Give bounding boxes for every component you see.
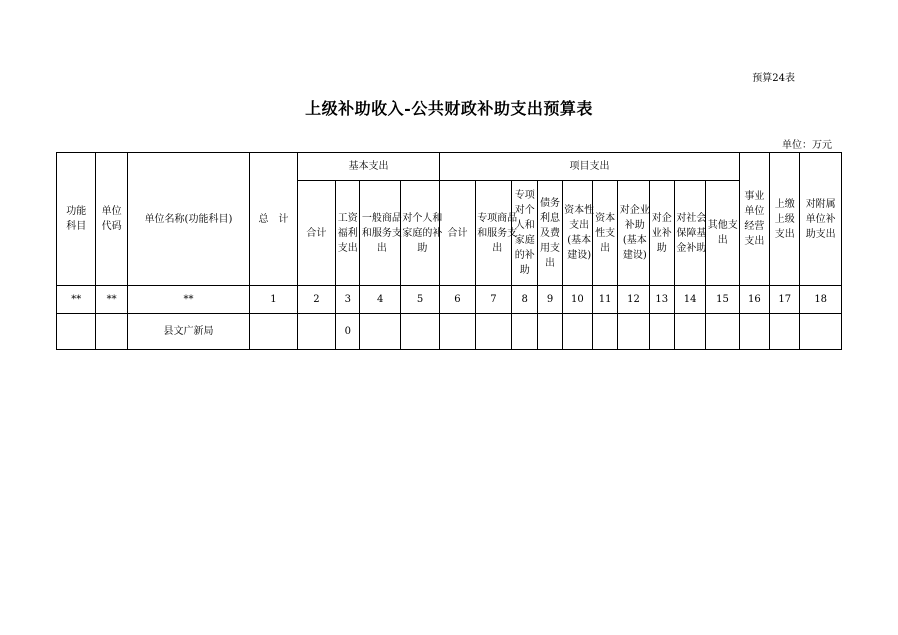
index-cell: ** [57,286,96,314]
index-cell: 13 [649,286,674,314]
header-func-subject: 功能科目 [57,153,96,286]
header-basic: 基本支出 [297,153,440,181]
header-social-security: 对社会保障基金补助 [674,181,705,286]
index-cell: 5 [400,286,439,314]
cell-special-goods [475,314,511,350]
header-salary: 工资福利支出 [336,181,360,286]
cell-unit-code [96,314,127,350]
header-goods-services: 一般商品和服务支出 [360,181,400,286]
table-row [57,314,842,350]
index-cell: 18 [800,286,842,314]
cell-unit-name: 县文广新局 [127,314,249,350]
header-basic-total: 合计 [297,181,335,286]
cell-goods-services [360,314,400,350]
index-cell: 1 [250,286,298,314]
header-unit-name: 单位名称(功能科目) [127,153,249,286]
index-cell: 4 [360,286,400,314]
index-cell: 15 [706,286,739,314]
header-other: 其他支出 [706,181,739,286]
index-cell: 2 [297,286,335,314]
header-special-personal: 专项对个人和家庭的补助 [512,181,538,286]
page-title: 上级补助收入-公共财政补助支出预算表 [305,99,593,118]
header-unit-code: 单位代码 [96,153,127,286]
cell-other [706,314,739,350]
header-project-total: 合计 [440,181,475,286]
index-cell: ** [96,286,127,314]
header-debt-interest: 债务利息及费用支出 [538,181,562,286]
table-number: 预算24表 [752,73,795,84]
budget-table [56,152,842,350]
index-cell: ** [127,286,249,314]
cell-biz-ops [739,314,769,350]
cell-debt-interest [538,314,562,350]
cell-enterprise [649,314,674,350]
cell-special-personal [512,314,538,350]
cell-capital [593,314,618,350]
header-personal-aid: 对个人和家庭的补助 [400,181,439,286]
header-biz-ops: 事业单位经营支出 [739,153,769,286]
index-cell: 14 [674,286,705,314]
index-row [57,286,842,314]
index-cell: 3 [336,286,360,314]
index-cell: 8 [512,286,538,314]
cell-enterprise-infra [618,314,649,350]
cell-project-total [440,314,475,350]
index-cell: 6 [440,286,475,314]
index-cell: 17 [770,286,800,314]
index-cell: 10 [562,286,592,314]
index-cell: 7 [475,286,511,314]
index-cell: 12 [618,286,649,314]
header-enterprise-infra: 对企业补助(基本建设) [618,181,649,286]
header-affiliated: 对附属单位补助支出 [800,153,842,286]
cell-func-subject [57,314,96,350]
index-cell: 9 [538,286,562,314]
cell-capital-infra [562,314,592,350]
unit-label: 单位：万元 [782,140,832,151]
header-total: 总 计 [250,153,298,286]
header-capital-infra: 资本性支出(基本建设) [562,181,592,286]
cell-salary: 0 [336,314,360,350]
header-upward: 上缴上级支出 [770,153,800,286]
cell-personal-aid [400,314,439,350]
index-cell: 16 [739,286,769,314]
header-project: 项目支出 [440,153,739,181]
cell-upward [770,314,800,350]
cell-social-security [674,314,705,350]
header-capital: 资本性支出 [593,181,618,286]
index-cell: 11 [593,286,618,314]
cell-basic-total [297,314,335,350]
header-special-goods: 专项商品和服务支出 [475,181,511,286]
header-enterprise: 对企业补助 [649,181,674,286]
cell-total [250,314,298,350]
cell-affiliated [800,314,842,350]
